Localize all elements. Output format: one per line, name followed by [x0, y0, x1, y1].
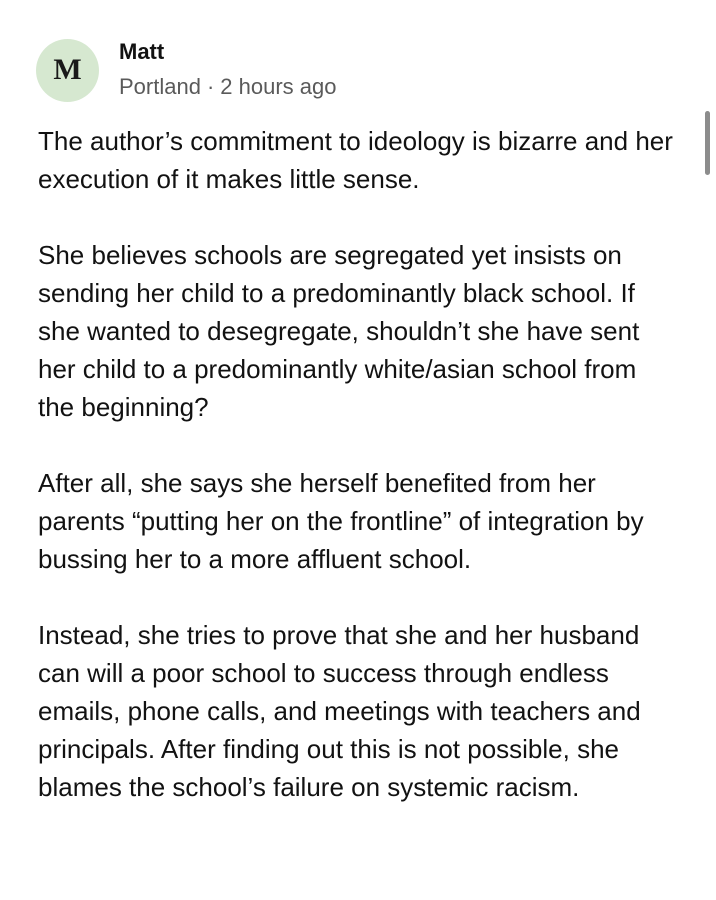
avatar[interactable]: M: [36, 39, 99, 102]
comment-paragraph: After all, she says she herself benefited from her parents “putting her on the frontline” of integration by bussing her to a more affluent school.: [38, 468, 644, 574]
comment-paragraph: The author’s commitment to ideology is bizarre and her execution of it makes little sense.: [38, 126, 673, 194]
scrollbar-thumb[interactable]: [705, 111, 710, 175]
author-name[interactable]: Matt: [119, 39, 165, 64]
comment-paragraph: Instead, she tries to prove that she and her husband can will a poor school to success through endless emails, phone calls, and meetings with teachers and principals. After finding out this is not possible, she blames the school’s failure on systemic racism.: [38, 620, 641, 802]
comment-timestamp: 2 hours ago: [220, 74, 337, 99]
comment-meta: [119, 38, 336, 102]
comment-subline: [119, 72, 336, 102]
comment-header: [36, 38, 336, 102]
author-location: Portland: [119, 74, 201, 99]
meta-separator: ·: [206, 74, 215, 99]
comment-body: [38, 122, 678, 844]
comment-paragraph: She believes schools are segregated yet insists on sending her child to a predominantly black school. If she wanted to desegregate, shouldn’t she have sent her child to a predominantly white/asian school from the beginning?: [38, 240, 640, 422]
